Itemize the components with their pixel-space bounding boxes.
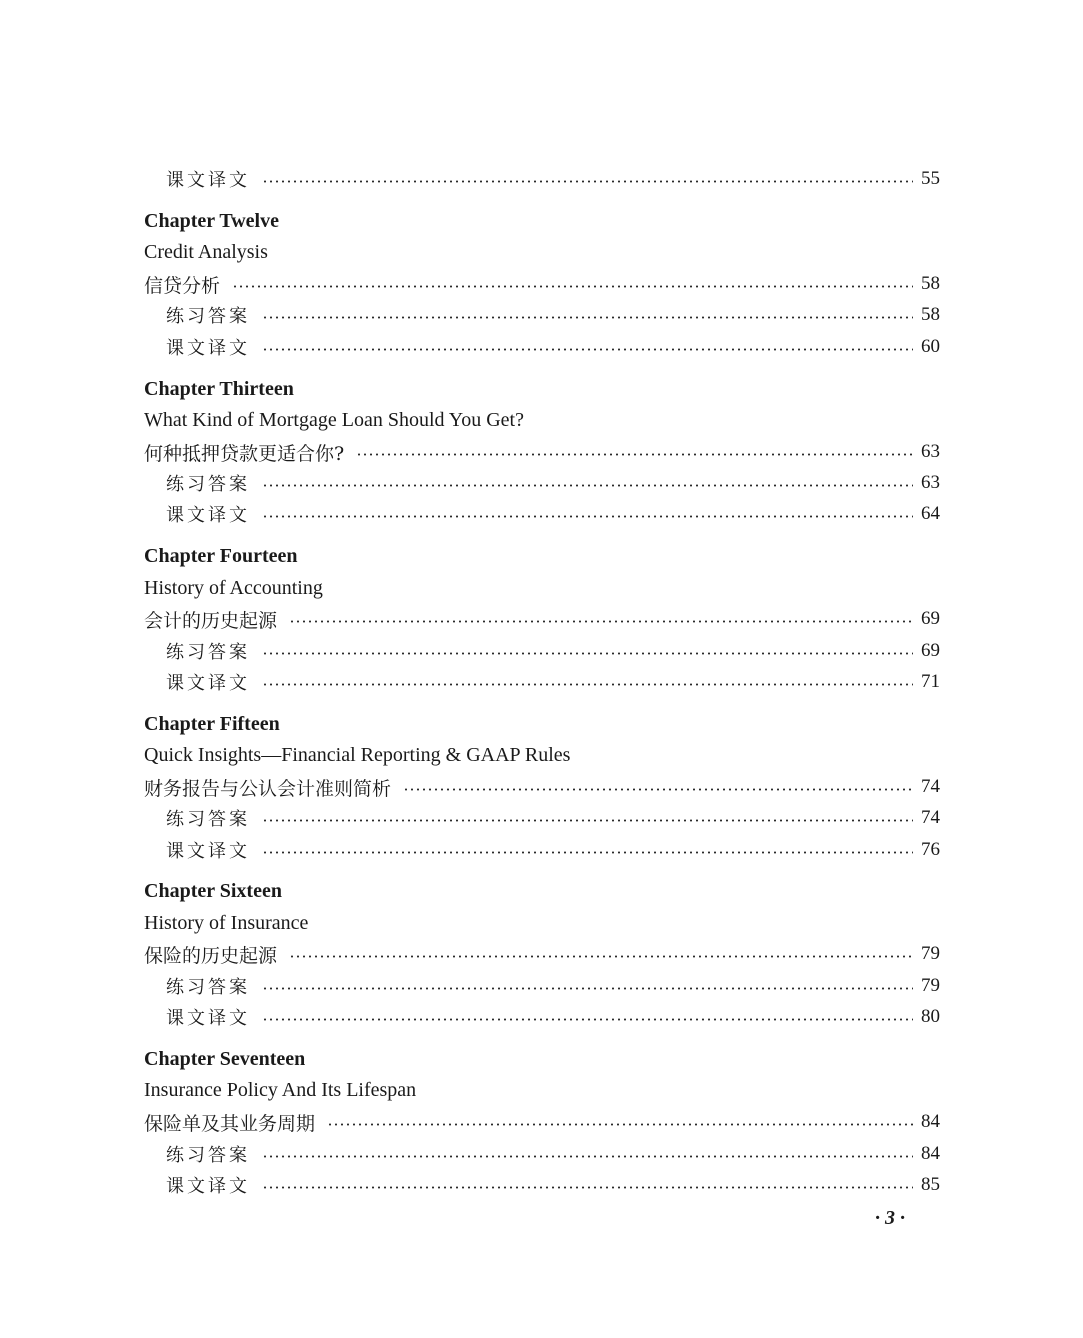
toc-page-number: 79 bbox=[921, 943, 940, 964]
toc-text: Credit Analysis bbox=[144, 240, 268, 263]
chapter-english-title bbox=[144, 1075, 940, 1105]
toc-page-number: 69 bbox=[921, 608, 940, 629]
dot-leader bbox=[262, 316, 913, 319]
toc-subentry bbox=[166, 636, 940, 666]
toc-page-number: 71 bbox=[921, 671, 940, 692]
toc-page-number: 63 bbox=[921, 472, 940, 493]
dot-leader bbox=[262, 987, 913, 990]
dot-leader bbox=[262, 819, 913, 822]
toc-page-number: 84 bbox=[921, 1143, 940, 1164]
toc-text: 财务报告与公认会计准则简析 bbox=[144, 777, 392, 800]
toc-page-number: 74 bbox=[921, 776, 940, 797]
dot-leader bbox=[262, 348, 913, 351]
toc-text: 何种抵押贷款更适合你? bbox=[144, 442, 345, 465]
toc-entry bbox=[144, 269, 940, 299]
toc-text: 会计的历史起源 bbox=[144, 609, 278, 632]
toc-text: Chapter Seventeen bbox=[144, 1047, 306, 1070]
toc-subentry bbox=[166, 332, 940, 362]
chapter-english-title bbox=[144, 573, 940, 603]
toc-text: 课文译文 bbox=[166, 505, 250, 526]
toc-text: 课文译文 bbox=[166, 338, 250, 359]
toc-subentry bbox=[166, 1170, 940, 1200]
toc-page-number: 85 bbox=[921, 1174, 940, 1195]
toc-text: 课文译文 bbox=[166, 1008, 250, 1029]
dot-leader bbox=[327, 1123, 913, 1126]
toc-entry bbox=[144, 1107, 940, 1137]
toc-text: 练习答案 bbox=[166, 809, 250, 830]
toc-text: Insurance Policy And Its Lifespan bbox=[144, 1078, 417, 1101]
toc-page-number: 84 bbox=[921, 1111, 940, 1132]
toc-page-number: 58 bbox=[921, 273, 940, 294]
toc-entry bbox=[144, 437, 940, 467]
dot-leader bbox=[262, 652, 913, 655]
toc-text: 练习答案 bbox=[166, 977, 250, 998]
toc-page-number: 69 bbox=[921, 640, 940, 661]
toc-text: 练习答案 bbox=[166, 642, 250, 663]
toc-subentry bbox=[166, 1139, 940, 1169]
toc-text: 信贷分析 bbox=[144, 274, 221, 297]
dot-leader bbox=[262, 1186, 913, 1189]
toc-subentry bbox=[166, 1002, 940, 1032]
toc-subentry bbox=[166, 803, 940, 833]
chapter-heading bbox=[144, 374, 940, 404]
dot-leader bbox=[289, 955, 913, 958]
toc-text: 练习答案 bbox=[166, 474, 250, 495]
toc-entry bbox=[144, 772, 940, 802]
page-number: · 3 · bbox=[875, 1206, 905, 1229]
dot-leader bbox=[262, 180, 913, 183]
dot-leader bbox=[262, 1155, 913, 1158]
toc-text: What Kind of Mortgage Loan Should You Get? bbox=[144, 408, 524, 431]
toc-entry bbox=[144, 604, 940, 634]
chapter-heading bbox=[144, 541, 940, 571]
toc-text: 课文译文 bbox=[166, 1176, 250, 1197]
chapter-heading bbox=[144, 876, 940, 906]
toc-subentry bbox=[166, 164, 940, 194]
toc-subentry bbox=[166, 835, 940, 865]
toc-text: History of Insurance bbox=[144, 911, 309, 934]
toc-page-number: 76 bbox=[921, 839, 940, 860]
dot-leader bbox=[356, 453, 913, 456]
toc-page-number: 64 bbox=[921, 503, 940, 524]
toc-text: Chapter Fourteen bbox=[144, 544, 298, 567]
dot-leader bbox=[262, 851, 913, 854]
toc-subentry bbox=[166, 499, 940, 529]
dot-leader bbox=[262, 1018, 913, 1021]
toc-subentry bbox=[166, 300, 940, 330]
toc-text: 保险单及其业务周期 bbox=[144, 1112, 316, 1135]
toc-subentry bbox=[166, 971, 940, 1001]
chapter-english-title bbox=[144, 237, 940, 267]
toc-page-number: 74 bbox=[921, 807, 940, 828]
chapter-english-title bbox=[144, 908, 940, 938]
toc-subentry bbox=[166, 667, 940, 697]
toc-text: 练习答案 bbox=[166, 1145, 250, 1166]
toc-page-number: 63 bbox=[921, 441, 940, 462]
toc-page-number: 80 bbox=[921, 1006, 940, 1027]
toc-page-number: 55 bbox=[921, 168, 940, 189]
dot-leader bbox=[262, 515, 913, 518]
chapter-english-title bbox=[144, 405, 940, 435]
chapter-english-title bbox=[144, 740, 940, 770]
dot-leader bbox=[289, 620, 913, 623]
toc-page-number: 60 bbox=[921, 336, 940, 357]
toc-text: 保险的历史起源 bbox=[144, 944, 278, 967]
toc-text: Chapter Sixteen bbox=[144, 879, 282, 902]
chapter-heading bbox=[144, 709, 940, 739]
dot-leader bbox=[232, 285, 913, 288]
toc-text: Chapter Twelve bbox=[144, 209, 279, 232]
toc-text: History of Accounting bbox=[144, 576, 323, 599]
toc-text: 课文译文 bbox=[166, 170, 250, 191]
toc-text: Quick Insights—Financial Reporting & GAAP Rules bbox=[144, 743, 571, 766]
toc-text: 课文译文 bbox=[166, 841, 250, 862]
toc-text: Chapter Thirteen bbox=[144, 377, 294, 400]
dot-leader bbox=[262, 484, 913, 487]
dot-leader bbox=[262, 683, 913, 686]
toc-text: 课文译文 bbox=[166, 673, 250, 694]
dot-leader bbox=[403, 788, 913, 791]
chapter-heading bbox=[144, 1044, 940, 1074]
chapter-heading bbox=[144, 206, 940, 236]
toc-text: Chapter Fifteen bbox=[144, 712, 280, 735]
toc-entry bbox=[144, 939, 940, 969]
toc-page-number: 79 bbox=[921, 975, 940, 996]
toc-page-number: 58 bbox=[921, 304, 940, 325]
toc-text: 练习答案 bbox=[166, 306, 250, 327]
toc-subentry bbox=[166, 468, 940, 498]
